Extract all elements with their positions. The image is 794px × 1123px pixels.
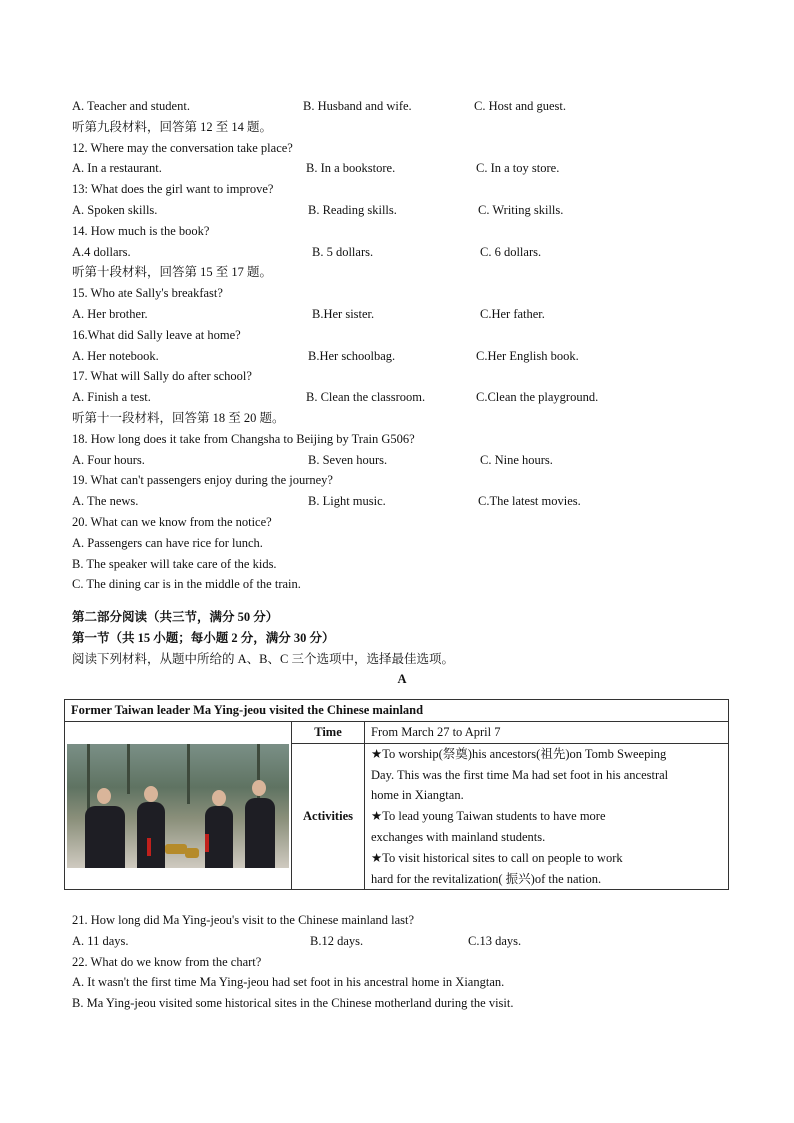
q13-option-c: C. Writing skills. bbox=[478, 202, 564, 217]
q12-option-a: A. In a restaurant. bbox=[72, 161, 162, 176]
q15-options bbox=[72, 304, 732, 325]
activity-line: ★To lead young Taiwan students to have more bbox=[371, 809, 606, 824]
q18-option-c: C. Nine hours. bbox=[480, 452, 553, 467]
photo-cell bbox=[65, 722, 292, 890]
activity-line: hard for the revitalization( 振兴)of the nation. bbox=[371, 871, 602, 886]
q18-stem: 18. How long does it take from Changsha to Beijing by Train G506? bbox=[72, 431, 415, 446]
activity-line: ★To worship(祭奠)his ancestors(祖先)on Tomb Sweeping bbox=[371, 746, 667, 761]
q19-option-b: B. Light music. bbox=[308, 494, 386, 509]
q12-options bbox=[72, 158, 732, 179]
part2-title: 第二部分阅读（共三节，满分 50 分） bbox=[72, 610, 279, 625]
q21-options bbox=[72, 931, 732, 952]
q20-option-b: B. The speaker will take care of the kids. bbox=[72, 556, 277, 571]
q14-option-a: A.4 dollars. bbox=[72, 244, 131, 259]
q22-stem: 22. What do we know from the chart? bbox=[72, 954, 262, 969]
q21-option-c: C.13 days. bbox=[468, 933, 522, 948]
q19-option-c: C.The latest movies. bbox=[478, 494, 581, 509]
section9-instruction: 听第九段材料，回答第 12 至 14 题。 bbox=[72, 119, 273, 134]
q19-stem: 19. What can't passengers enjoy during the journey? bbox=[72, 473, 333, 488]
q17-stem: 17. What will Sally do after school? bbox=[72, 369, 252, 384]
q11-options bbox=[72, 96, 732, 117]
activities-label: Activities bbox=[292, 743, 365, 890]
visit-info-table bbox=[64, 699, 729, 890]
q11-option-a: A. Teacher and student. bbox=[72, 99, 190, 113]
q19-option-a: A. The news. bbox=[72, 494, 139, 509]
q20-option-c: C. The dining car is in the middle of the train. bbox=[72, 577, 301, 592]
time-label: Time bbox=[292, 722, 365, 744]
q16-option-c: C.Her English book. bbox=[476, 348, 579, 363]
q18-option-b: B. Seven hours. bbox=[308, 452, 388, 467]
q14-stem: 14. How much is the book? bbox=[72, 223, 210, 238]
q22-option-a: A. It wasn't the first time Ma Ying-jeou had set foot in his ancestral home in Xiangtan. bbox=[72, 975, 505, 990]
section11-instruction: 听第十一段材料，回答第 18 至 20 题。 bbox=[72, 410, 285, 425]
table-title: Former Taiwan leader Ma Ying-jeou visited the Chinese mainland bbox=[65, 700, 729, 722]
exam-page bbox=[71, 96, 732, 1011]
q13-stem: 13: What does the girl want to improve? bbox=[72, 182, 274, 197]
ceremony-photo bbox=[67, 744, 289, 868]
time-value: From March 27 to April 7 bbox=[365, 722, 729, 744]
section10-instruction: 听第十段材料，回答第 15 至 17 题。 bbox=[72, 265, 273, 280]
q16-options bbox=[72, 346, 732, 367]
q14-option-c: C. 6 dollars. bbox=[480, 244, 542, 259]
q12-option-b: B. In a bookstore. bbox=[306, 161, 396, 176]
q17-option-a: A. Finish a test. bbox=[72, 390, 151, 405]
q18-option-a: A. Four hours. bbox=[72, 452, 145, 467]
q16-option-b: B.Her schoolbag. bbox=[308, 348, 396, 363]
activity-line: ★To visit historical sites to call on people to work bbox=[371, 850, 623, 865]
passage-label: A bbox=[397, 671, 407, 686]
part2-section1-title: 第一节（共 15 小题；每小题 2 分，满分 30 分） bbox=[72, 630, 335, 645]
q15-stem: 15. Who ate Sally's breakfast? bbox=[72, 286, 223, 301]
q19-options bbox=[72, 491, 732, 512]
part2-instruction: 阅读下列材料，从题中所给的 A、B、C 三个选项中，选择最佳选项。 bbox=[72, 651, 454, 666]
q16-stem: 16.What did Sally leave at home? bbox=[72, 327, 241, 342]
q22-option-b: B. Ma Ying-jeou visited some historical sites in the Chinese motherland during the visit. bbox=[72, 996, 514, 1011]
q12-option-c: C. In a toy store. bbox=[476, 161, 560, 176]
questions-21-22 bbox=[72, 910, 732, 1014]
q20-option-a: A. Passengers can have rice for lunch. bbox=[72, 535, 263, 550]
q11-option-b: B. Husband and wife. bbox=[303, 99, 412, 113]
q18-options bbox=[72, 450, 732, 471]
activity-line: exchanges with mainland students. bbox=[371, 829, 546, 844]
q16-option-a: A. Her notebook. bbox=[72, 348, 159, 363]
q21-option-a: A. 11 days. bbox=[72, 933, 129, 948]
q14-options bbox=[72, 242, 732, 263]
q11-option-c: C. Host and guest. bbox=[474, 99, 567, 113]
q12-stem: 12. Where may the conversation take place? bbox=[72, 140, 293, 155]
q17-option-b: B. Clean the classroom. bbox=[306, 390, 426, 405]
q13-option-b: B. Reading skills. bbox=[308, 202, 397, 217]
q13-options bbox=[72, 200, 732, 221]
q21-option-b: B.12 days. bbox=[310, 933, 364, 948]
q15-option-b: B.Her sister. bbox=[312, 306, 375, 321]
q13-option-a: A. Spoken skills. bbox=[72, 202, 158, 217]
q17-options bbox=[72, 387, 732, 408]
activity-line: Day. This was the first time Ma had set foot in his ancestral bbox=[371, 767, 669, 782]
q14-option-b: B. 5 dollars. bbox=[312, 244, 374, 259]
activity-line: home in Xiangtan. bbox=[371, 788, 464, 803]
q15-option-a: A. Her brother. bbox=[72, 306, 148, 321]
activities-list bbox=[365, 743, 729, 890]
q21-stem: 21. How long did Ma Ying-jeou's visit to the Chinese mainland last? bbox=[72, 913, 415, 927]
q20-stem: 20. What can we know from the notice? bbox=[72, 514, 272, 529]
q15-option-c: C.Her father. bbox=[480, 306, 545, 321]
q17-option-c: C.Clean the playground. bbox=[476, 390, 599, 405]
